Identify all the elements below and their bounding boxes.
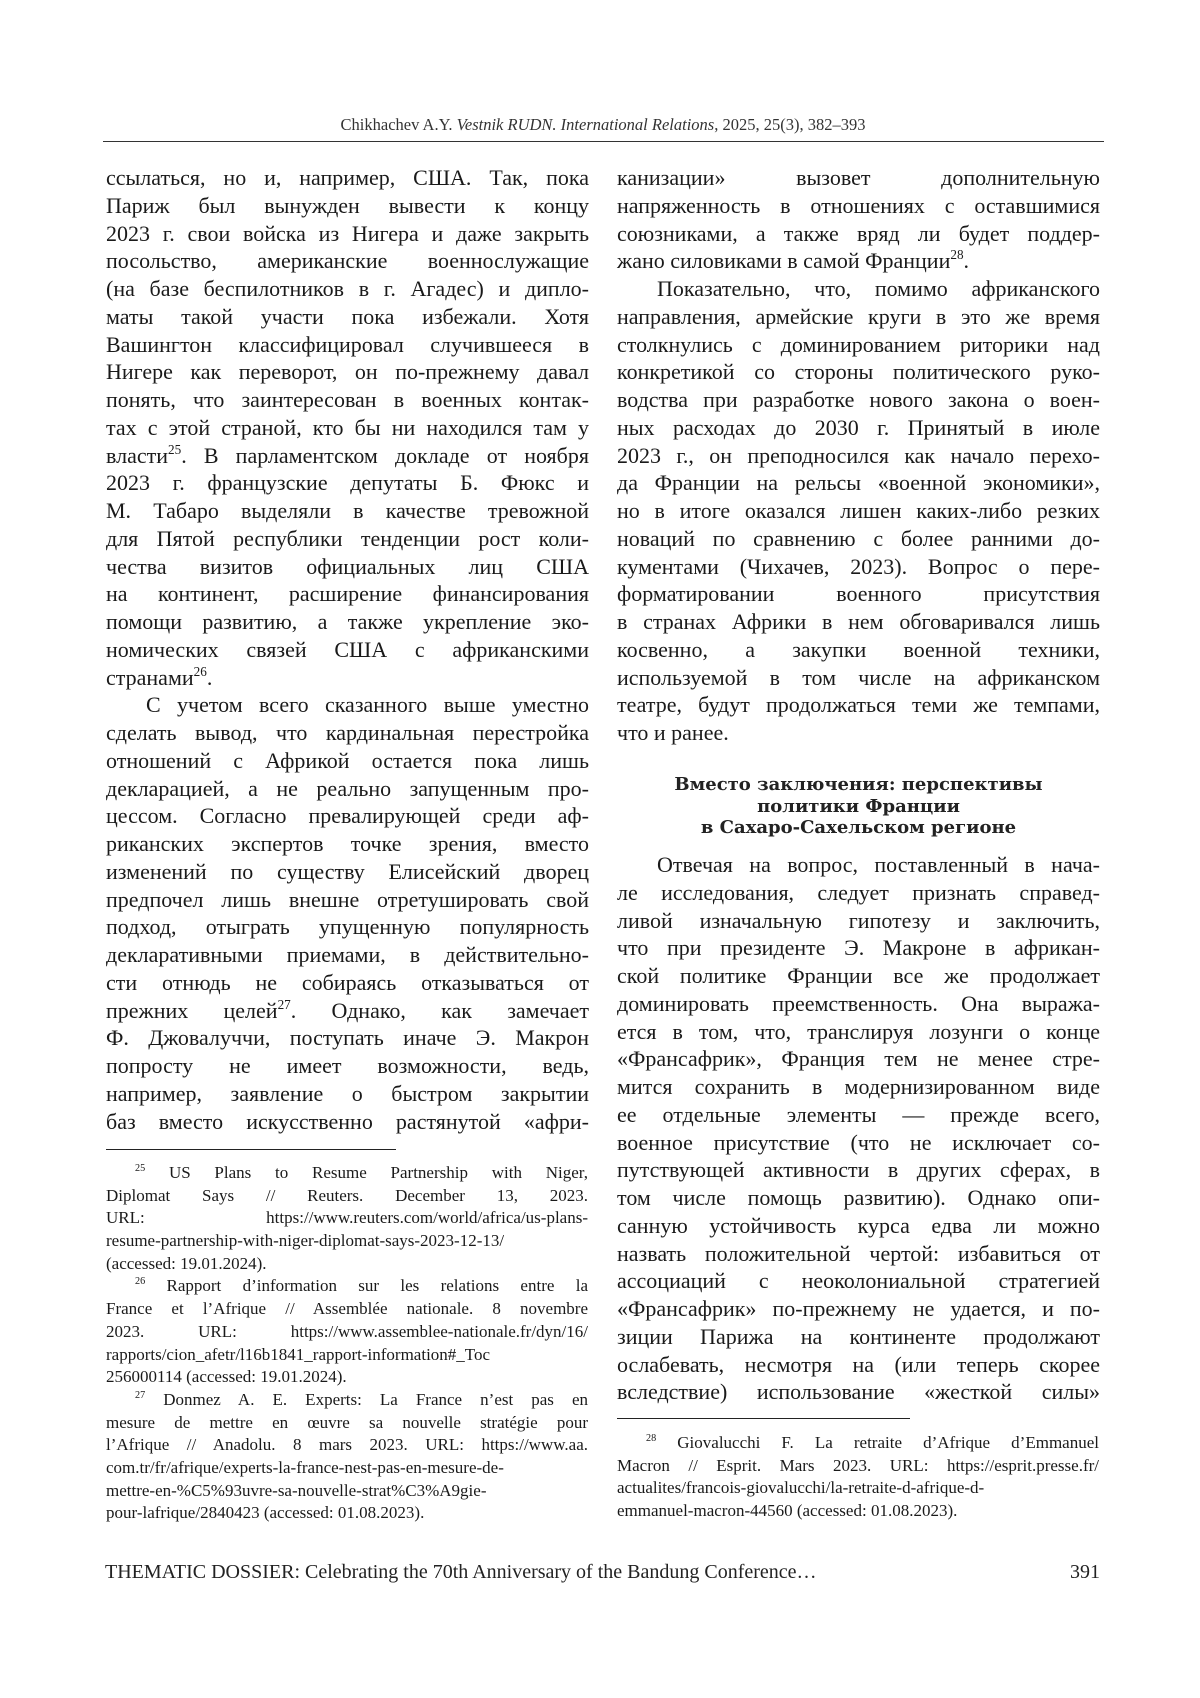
text-run: новаций по сравнению с более ранними до- (617, 526, 1100, 551)
text-line (617, 525, 1100, 553)
text-line (106, 969, 589, 997)
text-run: ных расходах до 2030 г. Принятый в июле (617, 415, 1100, 440)
paragraph (617, 275, 1100, 747)
text-run: номических связей США с африканскими (106, 637, 589, 662)
text-line (617, 608, 1100, 636)
text-line (617, 1323, 1100, 1351)
footnote-separator (106, 1149, 396, 1150)
text-line (617, 1129, 1100, 1157)
text-line (106, 497, 589, 525)
footnote-line (106, 1275, 588, 1298)
section-heading-line: политики Франции (617, 796, 1100, 818)
text-run: 2023 г. свои войска из Нигера и даже закрыть (106, 221, 589, 246)
text-run: URL: https://www.reuters.com/world/africa/us-plans- (106, 1208, 588, 1227)
text-run: столкнулись с доминированием риторики над (617, 332, 1100, 357)
text-run: тах с этой страной, кто бы ни находился там у (106, 415, 589, 440)
footnotes-right (617, 1432, 1099, 1523)
text-run: ее отдельные элементы — прежде всего, (617, 1102, 1100, 1127)
text-run: com.tr/fr/afrique/experts-la-france-nest-pas-en-mesure-de- (106, 1458, 504, 1477)
footnote-reference[interactable]: 25 (135, 1163, 145, 1174)
text-line (106, 553, 589, 581)
footnote-line (106, 1457, 588, 1480)
text-line (617, 1378, 1100, 1406)
text-run: доминировать преемственность. Она выража- (617, 991, 1100, 1016)
text-run: US Plans to Resume Partnership with Niger, (145, 1163, 588, 1182)
text-run: отношений с Африкой остается пока лишь (106, 748, 589, 773)
text-line (617, 580, 1100, 608)
text-run: на континент, расширение финансирования (106, 581, 589, 606)
text-run: кументами (Чихачев, 2023). Вопрос о пере- (617, 554, 1100, 579)
text-run: используемой в том числе на африканском (617, 665, 1100, 690)
text-run: (accessed: 19.01.2024). (106, 1254, 267, 1273)
footnote-line (106, 1321, 588, 1344)
text-line (617, 1295, 1100, 1323)
text-run: да Франции на рельсы «военной экономики», (617, 470, 1100, 495)
section-heading (617, 774, 1100, 839)
text-run: изменений по существу Елисейский дворец (106, 859, 589, 884)
paragraph (106, 164, 589, 691)
text-run: том числе помощь развитию). Однако опи- (617, 1185, 1100, 1210)
footnote-separator (617, 1418, 910, 1419)
text-line (617, 1267, 1100, 1295)
text-run: Macron // Esprit. Mars 2023. URL: https://esprit.presse.fr/ (617, 1456, 1099, 1475)
footer-section-title: THEMATIC DOSSIER: Celebrating the 70th Anniversary of the Bandung Conference… (105, 1561, 817, 1583)
footnote-reference[interactable]: 28 (950, 247, 963, 262)
footnote-line (106, 1344, 588, 1367)
text-line (617, 469, 1100, 497)
footnote-line (106, 1298, 588, 1321)
footnote-line (106, 1480, 588, 1503)
footnote (106, 1389, 588, 1525)
text-line (617, 962, 1100, 990)
text-line (617, 220, 1100, 248)
text-line (617, 358, 1100, 386)
footnotes-left (106, 1162, 588, 1525)
paragraph (617, 851, 1100, 1406)
footnote-reference[interactable]: 25 (168, 441, 181, 456)
text-line (617, 719, 1100, 747)
text-run: ской политике Франции все же продолжает (617, 963, 1100, 988)
footnote (106, 1162, 588, 1275)
text-run: mesure de mettre en œuvre sa nouvelle stratégie pour (106, 1413, 588, 1432)
text-run: «Франсафрик», Франция тем не менее стре- (617, 1046, 1100, 1071)
text-line (617, 386, 1100, 414)
text-run: косвенно, а закупки военной техники, (617, 637, 1100, 662)
text-line (106, 275, 589, 303)
text-run: предпочел лишь внешне отретушировать свой (106, 887, 589, 912)
page-number: 391 (1070, 1559, 1100, 1585)
header-author: Chikhachev A.Y. (341, 115, 457, 134)
text-line (617, 1351, 1100, 1379)
text-run: l’Afrique // Anadolu. 8 mars 2023. URL: https://www.aa. (106, 1435, 588, 1454)
text-run: Вашингтон классифицировал случившееся в (106, 332, 589, 357)
text-line (617, 247, 1100, 275)
text-line (617, 553, 1100, 581)
text-line (106, 192, 589, 220)
text-run: ассоциаций с неоколониальной стратегией (617, 1268, 1100, 1293)
footnote-line (617, 1455, 1099, 1478)
right-column-top (617, 164, 1100, 747)
footnote-line (106, 1389, 588, 1412)
text-line (106, 747, 589, 775)
paragraph (106, 691, 589, 1135)
text-run: Rapport d’information sur les relations entre la (145, 1276, 588, 1295)
text-line (617, 1073, 1100, 1101)
text-run: ле исследования, следует признать справед- (617, 880, 1100, 905)
text-run: Donmez A. E. Experts: La France n’est pas en (145, 1390, 588, 1409)
text-run: что при президенте Э. Макроне в африкан- (617, 935, 1100, 960)
text-run: С учетом всего сказанного выше уместно (146, 692, 589, 717)
text-run: санную устойчивость курса едва ли можно (617, 1213, 1100, 1238)
text-line (106, 303, 589, 331)
footnote-line (106, 1502, 588, 1525)
text-line (106, 331, 589, 359)
text-line (106, 775, 589, 803)
text-line (617, 1240, 1100, 1268)
running-head (103, 114, 1103, 136)
text-line (106, 1052, 589, 1080)
text-line (617, 851, 1100, 879)
text-line (617, 934, 1100, 962)
footnote-reference[interactable]: 28 (646, 1433, 656, 1444)
text-run: странами (106, 665, 194, 690)
text-run: декларацией, а не реально запущенным про- (106, 776, 589, 801)
text-line (106, 858, 589, 886)
text-run: мится сохранить в модернизированном виде (617, 1074, 1100, 1099)
text-line (617, 164, 1100, 192)
text-run: например, заявление о быстром закрытии (106, 1081, 589, 1106)
text-line (617, 1184, 1100, 1212)
text-run: прежних целей (106, 998, 278, 1023)
footnote-line (106, 1207, 588, 1230)
text-run: Ф. Джовалуччи, поступать иначе Э. Макрон (106, 1025, 589, 1050)
text-run: для Пятой республики тенденции рост коли- (106, 526, 589, 551)
text-line (106, 1024, 589, 1052)
text-line (617, 331, 1100, 359)
text-run: 2023. URL: https://www.assemblee-nationale.fr/dyn/16/ (106, 1322, 588, 1341)
text-run: путствующей активности в других сферах, в (617, 1157, 1100, 1182)
text-run: Париж был вынужден вывести к концу (106, 193, 589, 218)
text-run: маты такой участи пока избежали. Хотя (106, 304, 589, 329)
footnote-reference[interactable]: 27 (278, 996, 291, 1011)
text-run: форматировании военного присутствия (617, 581, 1100, 606)
text-run: конкретикой со стороны политического руко- (617, 359, 1100, 384)
footnote (617, 1432, 1099, 1523)
text-run: (на базе беспилотников в г. Агадес) и дипло- (106, 276, 589, 301)
footnote-line (106, 1162, 588, 1185)
text-run: ливой изначальную гипотезу и заключить, (617, 908, 1100, 933)
text-line (617, 1156, 1100, 1184)
text-run: цессом. Согласно превалирующей среди аф- (106, 803, 589, 828)
text-line (617, 1212, 1100, 1240)
text-line (617, 1045, 1100, 1073)
text-line (617, 275, 1100, 303)
text-run: 2023 г., он преподносился как начало перехо- (617, 443, 1100, 468)
footnote-line (617, 1500, 1099, 1523)
text-line (617, 414, 1100, 442)
text-line (106, 247, 589, 275)
text-run: в странах Африки в нем обговаривался лишь (617, 609, 1100, 634)
text-run: что и ранее. (617, 720, 729, 745)
left-column (106, 164, 589, 1135)
text-run: но в итоге оказался лишен каких-либо резких (617, 498, 1100, 523)
text-line (106, 525, 589, 553)
text-run: ссылаться, но и, например, США. Так, пока (106, 165, 589, 190)
text-run: чества визитов официальных лиц США (106, 554, 589, 579)
text-line (106, 941, 589, 969)
footnote-line (106, 1366, 588, 1389)
text-line (617, 1018, 1100, 1046)
header-issue: , 2025, 25(3), 382–393 (714, 115, 865, 134)
text-run: Нигере как переворот, он по-прежнему давал (106, 359, 589, 384)
text-run: театре, будут продолжаться теми же темпами, (617, 692, 1100, 717)
text-line (106, 469, 589, 497)
text-run: канизации» вызовет дополнительную (617, 165, 1100, 190)
text-line (106, 608, 589, 636)
text-run: Показательно, что, помимо африканского (657, 276, 1100, 301)
text-line (617, 879, 1100, 907)
text-run: actualites/francois-giovalucchi/la-retraite-d-afrique-d- (617, 1478, 984, 1497)
text-line (106, 386, 589, 414)
text-run: вследствие) использование «жесткой силы» (617, 1379, 1100, 1404)
footnote-line (106, 1412, 588, 1435)
text-run: mettre-en-%C5%93uvre-sa-nouvelle-strat%C3%A9gie- (106, 1481, 486, 1500)
text-run: сти отнюдь не собираясь отказываться от (106, 970, 589, 995)
text-line (106, 664, 589, 692)
text-line (617, 1101, 1100, 1129)
text-run: баз вместо искусственно растянутой «афри- (106, 1109, 589, 1134)
text-line (106, 997, 589, 1025)
paragraph (617, 164, 1100, 275)
footnote-line (106, 1185, 588, 1208)
right-column-bottom (617, 851, 1100, 1406)
text-run: посольство, американские военнослужащие (106, 248, 589, 273)
text-run: напряженность в отношениях с оставшимися (617, 193, 1100, 218)
text-run: . Однако, как замечает (291, 998, 589, 1023)
text-run: France et l’Afrique // Assemblée nationale. 8 novembre (106, 1299, 588, 1318)
text-line (617, 664, 1100, 692)
page-footer (105, 1559, 1100, 1585)
text-line (106, 414, 589, 442)
footnote-line (106, 1434, 588, 1457)
text-run: 2023 г. французские депутаты Б. Фюкс и (106, 470, 589, 495)
text-line (106, 442, 589, 470)
text-line (106, 220, 589, 248)
text-run: подход, отыграть упущенную популярность (106, 914, 589, 939)
text-run: помощи развитию, а также укрепление эко- (106, 609, 589, 634)
text-run: риканских экспертов точке зрения, вместо (106, 831, 589, 856)
text-line (106, 691, 589, 719)
footnote-line (617, 1432, 1099, 1455)
text-run: направления, армейские круги в это же время (617, 304, 1100, 329)
section-heading-line: в Сахаро-Сахельском регионе (617, 817, 1100, 839)
text-run: Diplomat Says // Reuters. December 13, 2023. (106, 1186, 588, 1205)
text-run: военное присутствие (что не исключает со- (617, 1130, 1100, 1155)
text-line (106, 913, 589, 941)
footnote (106, 1275, 588, 1388)
text-run: resume-partnership-with-niger-diplomat-says-2023-12-13/ (106, 1231, 504, 1250)
text-line (106, 830, 589, 858)
text-run: rapports/cion_afetr/l16b1841_rapport-information#_Toc (106, 1345, 490, 1364)
text-run: попросту не имеет возможности, ведь, (106, 1053, 589, 1078)
footnote-line (617, 1477, 1099, 1500)
text-run: pour-lafrique/2840423 (accessed: 01.08.2023). (106, 1503, 424, 1522)
header-journal: Vestnik RUDN. International Relations (457, 115, 715, 134)
header-rule (103, 141, 1104, 142)
footnote-reference[interactable]: 27 (135, 1390, 145, 1401)
text-run: . В парламентском докладе от ноября (181, 443, 589, 468)
text-run: союзниками, а также вряд ли будет поддер- (617, 221, 1100, 246)
text-run: зиции Парижа на континенте продолжают (617, 1324, 1100, 1349)
text-run: Отвечая на вопрос, поставленный в нача- (657, 852, 1100, 877)
text-line (106, 636, 589, 664)
text-run: понять, что заинтересован в военных контак- (106, 387, 589, 412)
text-run: назвать положительной чертой: избавиться от (617, 1241, 1100, 1266)
text-line (106, 1108, 589, 1136)
text-run: водства при разработке нового закона о воен- (617, 387, 1100, 412)
section-heading-line: Вместо заключения: перспективы (617, 774, 1100, 796)
text-run: жано силовиками в самой Франции (617, 248, 950, 273)
text-run: . (964, 248, 970, 273)
footnote-line (106, 1230, 588, 1253)
text-run: М. Табаро выделяли в качестве тревожной (106, 498, 589, 523)
text-line (106, 164, 589, 192)
text-line (617, 442, 1100, 470)
text-run: ется в том, что, транслируя лозунги о конце (617, 1019, 1100, 1044)
text-line (617, 303, 1100, 331)
text-line (617, 990, 1100, 1018)
text-run: власти (106, 443, 168, 468)
text-line (617, 192, 1100, 220)
text-run: декларативными приемами, в действительно- (106, 942, 589, 967)
footnote-reference[interactable]: 26 (135, 1276, 145, 1287)
text-line (106, 802, 589, 830)
text-run: 256000114 (accessed: 19.01.2024). (106, 1367, 347, 1386)
text-run: . (207, 665, 213, 690)
text-line (617, 907, 1100, 935)
text-run: сделать вывод, что кардинальная перестройка (106, 720, 589, 745)
footnote-line (106, 1253, 588, 1276)
text-line (106, 719, 589, 747)
text-line (106, 580, 589, 608)
text-line (106, 886, 589, 914)
text-run: Giovalucchi F. La retraite d’Afrique d’Emmanuel (656, 1433, 1099, 1452)
text-line (617, 636, 1100, 664)
text-line (617, 497, 1100, 525)
footnote-reference[interactable]: 26 (194, 663, 207, 678)
text-line (106, 358, 589, 386)
text-run: ослабевать, несмотря на (или теперь скорее (617, 1352, 1100, 1377)
text-run: emmanuel-macron-44560 (accessed: 01.08.2023). (617, 1501, 957, 1520)
text-line (617, 691, 1100, 719)
text-line (106, 1080, 589, 1108)
text-run: «Франсафрик» по-прежнему не удается, и по- (617, 1296, 1100, 1321)
